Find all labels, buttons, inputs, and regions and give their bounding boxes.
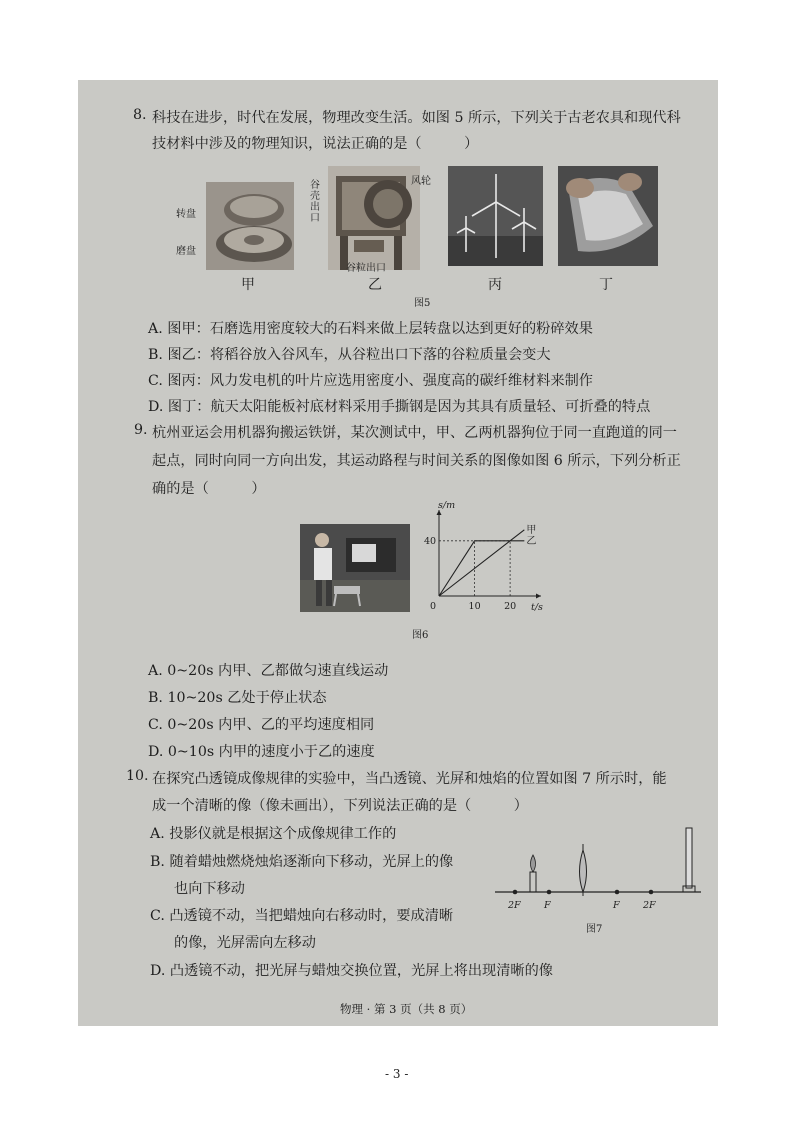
- y-tick-label: 40: [424, 535, 437, 547]
- option-c: C. 图丙：风力发电机的叶片应选用密度小、强度高的碳纤维材料来制作: [148, 373, 593, 389]
- option-c: C. 凸透镜不动，当把蜡烛向右移动时，要成清晰: [150, 908, 454, 924]
- question-stem: 杭州亚运会用机器狗搬运铁饼，某次测试中，甲、乙两机器狗位于同一直跑道的同一: [152, 425, 677, 441]
- question-stem: 科技在进步，时代在发展，物理改变生活。如图 5 所示，下列关于古老农具和现代科: [152, 110, 681, 126]
- robot-dog-photo: [300, 524, 410, 612]
- question-stem: 起点，同时向同一方向出发，其运动路程与时间关系的图像如图 6 所示，下列分析正: [152, 453, 681, 469]
- option-d: D. 凸透镜不动，把光屏与蜡烛交换位置，光屏上将出现清晰的像: [150, 963, 553, 979]
- option-b: B. 随着蜡烛燃烧烛焰逐渐向下移动，光屏上的像: [150, 854, 454, 870]
- axis-label-f: F: [544, 900, 551, 911]
- x-tick-label: 10: [468, 601, 481, 612]
- option-b: B. 图乙：将稻谷放入谷风车，从谷粒出口下落的谷粒质量会变大: [148, 347, 551, 363]
- focal-point-f-left: [547, 890, 552, 895]
- focal-point-2f-left: [513, 890, 518, 895]
- s-t-chart: [423, 500, 543, 616]
- series-line-1: [439, 541, 524, 596]
- option-b-continued: 也向下移动: [174, 881, 245, 897]
- s-t-chart-svg: [423, 500, 543, 616]
- series-line-0: [439, 530, 524, 596]
- callout-wind-wheel: 风轮: [411, 176, 431, 187]
- figure-label-ding: 丁: [599, 277, 613, 293]
- option-d: D. 0~10s 内甲的速度小于乙的速度: [148, 744, 375, 760]
- question-number: 8.: [133, 107, 147, 123]
- option-a: A. 0~20s 内甲、乙都做匀速直线运动: [148, 663, 389, 679]
- stone-mill-photo: [206, 182, 294, 270]
- question-stem: 成一个清晰的像（像未画出），下列说法正确的是（ ）: [152, 798, 528, 814]
- axis-label-2f: 2F: [508, 900, 521, 911]
- y-axis-label: s/m: [438, 500, 456, 511]
- winnowing-machine-photo: [328, 166, 420, 270]
- option-c: C. 0~20s 内甲、乙的平均速度相同: [148, 717, 375, 733]
- callout-grain-outlet: 谷粒出口: [346, 263, 386, 274]
- question-stem: 在探究凸透镜成像规律的实验中，当凸透镜、光屏和烛焰的位置如图 7 所示时，能: [152, 771, 667, 787]
- axis-label-f: F: [613, 900, 620, 911]
- figure-label-bing: 丙: [488, 277, 502, 293]
- question-number: 9.: [134, 422, 148, 438]
- option-d: D. 图丁：航天太阳能板衬底材料采用手撕钢是因为其具有质量轻、可折叠的特点: [148, 399, 651, 415]
- optical-bench-diagram: [493, 822, 703, 912]
- question-stem: 确的是（ ）: [152, 481, 266, 497]
- question-stem: 技材料中涉及的物理知识，说法正确的是（ ）: [152, 136, 479, 152]
- option-a: A. 图甲：石磨选用密度较大的石料来做上层转盘以达到更好的粉碎效果: [148, 321, 593, 337]
- option-c-continued: 的像，光屏需向左移动: [174, 935, 316, 951]
- callout-husk-outlet: 谷壳出口: [310, 180, 320, 224]
- option-a: A. 投影仪就是根据这个成像规律工作的: [150, 826, 397, 842]
- figure-label-jia: 甲: [241, 277, 255, 293]
- torn-steel-photo: [558, 166, 658, 266]
- focal-point-2f-right: [649, 890, 654, 895]
- exam-page: [78, 80, 718, 1026]
- figure-caption: 图6: [412, 630, 429, 641]
- convex-lens: [580, 844, 587, 896]
- callout-turntable: 转盘: [176, 209, 196, 220]
- wind-turbine-photo: [448, 166, 543, 266]
- series-label-1: 乙: [526, 535, 537, 547]
- focal-point-f-right: [615, 890, 620, 895]
- series-label-0: 甲: [526, 524, 537, 536]
- x-axis-arrow: [536, 594, 541, 599]
- x-tick-label: 20: [504, 601, 517, 612]
- x-axis-label: t/s: [531, 602, 543, 613]
- figure-caption: 图5: [414, 298, 431, 309]
- candle: [530, 855, 536, 892]
- axis-label-2f: 2F: [643, 900, 656, 911]
- question-number: 10.: [126, 768, 149, 784]
- option-b: B. 10~20s 乙处于停止状态: [148, 690, 327, 706]
- callout-millstone: 磨盘: [176, 246, 196, 257]
- figure-label-yi: 乙: [368, 277, 382, 293]
- page-footer: 物理 · 第 3 页（共 8 页）: [340, 1002, 473, 1016]
- origin-label: 0: [430, 601, 437, 612]
- figure-caption: 图7: [586, 924, 603, 935]
- page-number: - 3 -: [385, 1067, 409, 1081]
- light-screen: [683, 828, 695, 892]
